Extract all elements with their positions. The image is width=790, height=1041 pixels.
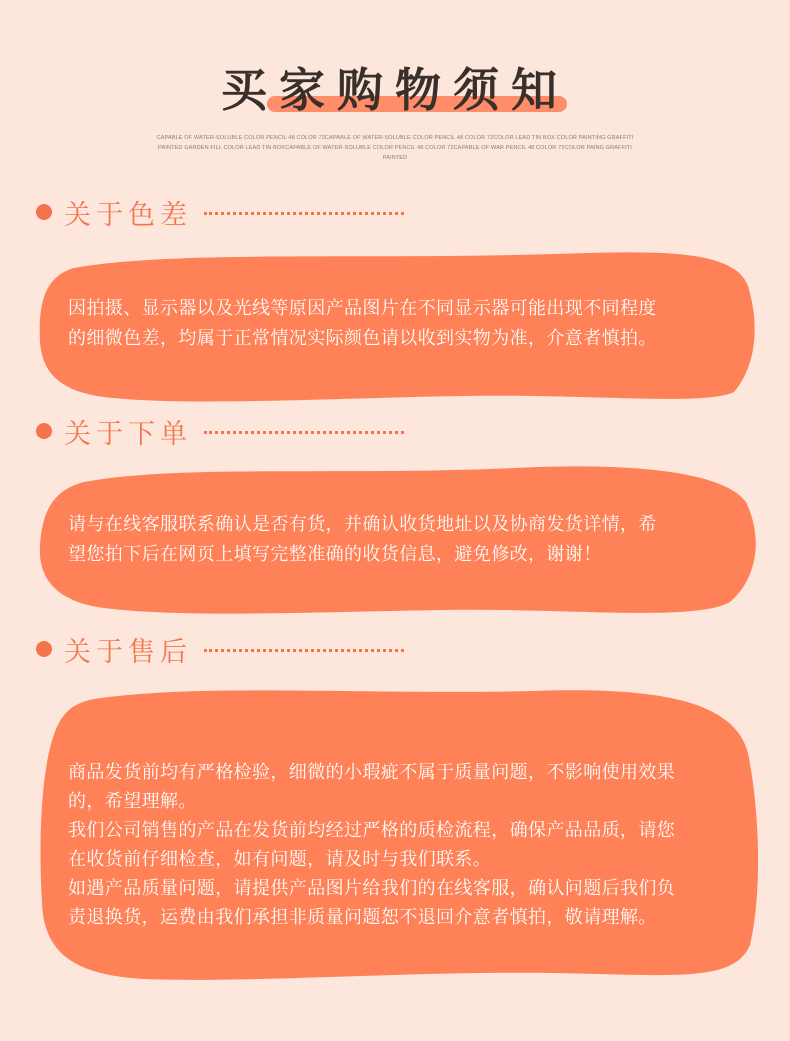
card-text-line: 我们公司销售的产品在发货前均经过严格的质检流程，确保产品品质，请您 xyxy=(68,820,676,841)
info-card-color xyxy=(34,246,758,404)
dotted-divider xyxy=(204,212,404,215)
section-title: 关于色差 xyxy=(64,199,192,231)
card-text-line: 的，希望理解。 xyxy=(68,791,197,812)
info-card-order xyxy=(34,462,758,618)
card-text-line: 如遇产品质量问题，请提供产品图片给我们的在线客服，确认问题后我们负 xyxy=(68,878,676,899)
card-text-line: 请与在线客服联系确认是否有货，并确认收货地址以及协商发货详情，希 xyxy=(68,514,657,535)
card-text-line: 商品发货前均有严格检验，细微的小瑕疵不属于质量问题，不影响使用效果 xyxy=(68,762,676,783)
bullet-dot-icon xyxy=(36,204,52,220)
section-heading-order xyxy=(36,411,404,451)
section-title: 关于下单 xyxy=(64,418,192,450)
dotted-divider xyxy=(204,649,404,652)
page-title: 买家购物须知 xyxy=(221,63,569,117)
card-text-line: 在收货前仔细检查，如有问题，请及时与我们联系。 xyxy=(68,849,492,870)
card-text-line: 望您拍下后在网页上填写完整准确的收货信息，避免修改，谢谢！ xyxy=(68,544,602,565)
header-subtitle: CAPABLE OF WATER-SOLUBLE COLOR PENCIL 48 COLOR 72CAPABLE OF WATER-SOLUBLE COLOR PENCIL 48 COLOR 72COLOR LEAD TIN BOX COLOR PAINTING GRAFFITI PAINTED GARDEN FILL COLOR LEAD TIN BOXCAPABLE OF WATER-SOLUBLE COLOR PENCIL 48 COLOR 72CAPABLE OF WAR PENCIL 48 COLOR 72COLOR PAING GRAFFITI PAINTED xyxy=(156,135,634,161)
card-text-line: 因拍摄、显示器以及光线等原因产品图片在不同显示器可能出现不同程度 xyxy=(68,298,657,319)
section-title: 关于售后 xyxy=(64,636,192,668)
bullet-dot-icon xyxy=(36,423,52,439)
section-heading-color xyxy=(36,192,404,232)
page-header xyxy=(0,52,790,122)
dotted-divider xyxy=(204,431,404,434)
card-text-line: 的细微色差，均属于正常情况实际颜色请以收到实物为准，介意者慎拍。 xyxy=(68,328,657,349)
info-card-aftersale xyxy=(34,683,758,989)
card-text-line: 责退换货，运费由我们承担非质量问题恕不退回介意者慎拍，敬请理解。 xyxy=(68,907,657,928)
bullet-dot-icon xyxy=(36,641,52,657)
section-heading-aftersale xyxy=(36,629,404,669)
